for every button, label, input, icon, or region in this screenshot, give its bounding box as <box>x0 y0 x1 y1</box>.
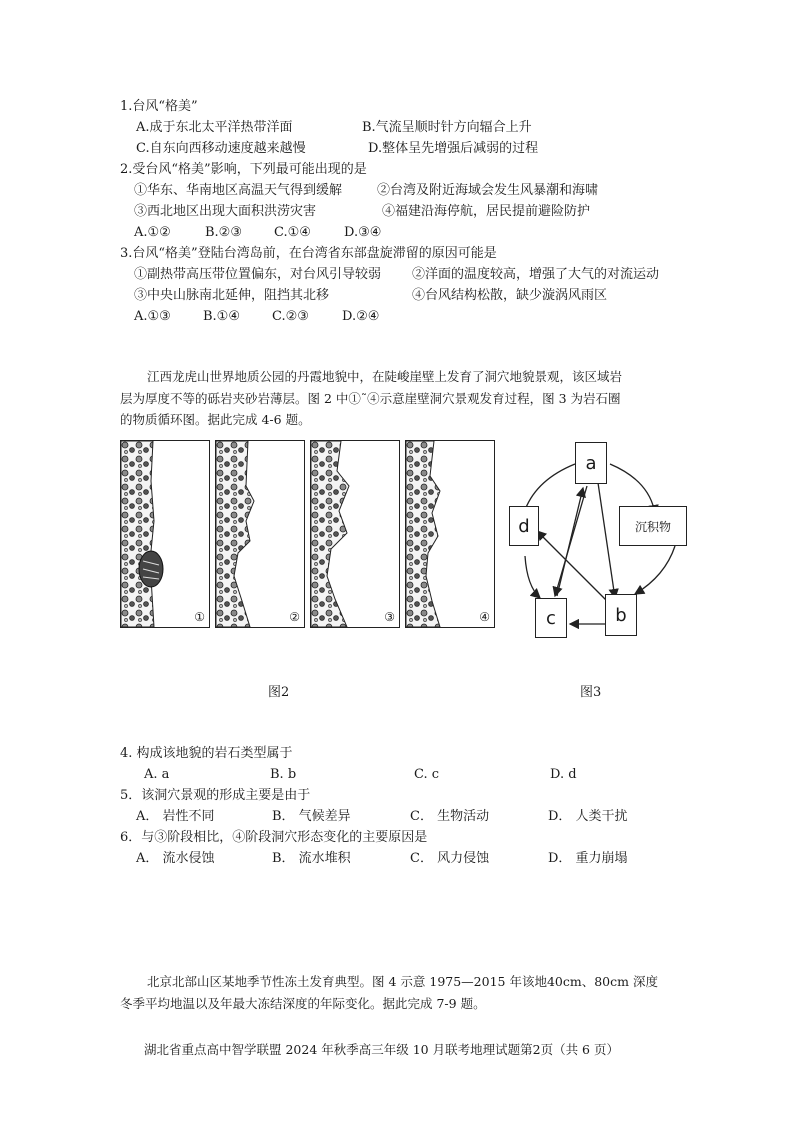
q4-option-d: D. d <box>550 767 577 782</box>
q3-stem: 3.台风“格美”登陆台湾岛前，在台湾省东部盘旋滞留的原因可能是 <box>120 246 497 261</box>
q6-option-a: A． 流水侵蚀 <box>136 851 215 866</box>
cliff-rock-2 <box>216 441 304 627</box>
cliff-rock-4 <box>406 441 494 627</box>
q6-option-c: C． 风力侵蚀 <box>410 851 490 866</box>
q2-statement-1: ①华东、华南地区高温天气得到缓解 <box>134 183 343 198</box>
fig2-panel-4-label: ④ <box>479 610 490 624</box>
q5-option-b: B． 气候差异 <box>272 809 351 824</box>
fig2-panel-2 <box>215 440 305 628</box>
intro3-line1: 北京北部山区某地季节性冻土发育典型。图 4 示意 1975—2015 年该地40cm、80cm 深度 <box>147 974 658 989</box>
q6-option-b: B． 流水堆积 <box>272 851 351 866</box>
fig2-panel-4 <box>405 440 495 628</box>
q2-statement-3: ③西北地区出现大面积洪涝灾害 <box>134 204 317 219</box>
q3-option-a: A.①③ <box>134 309 171 324</box>
rock-cycle-node-b: b <box>605 594 637 636</box>
rock-cycle-node-sediment: 沉积物 <box>619 506 687 546</box>
fig2-panel-1-label: ① <box>194 610 205 624</box>
q4-option-a: A. a <box>144 767 170 782</box>
figure-2 <box>120 440 502 630</box>
fig2-panel-3 <box>310 440 400 628</box>
q2-statement-4: ④福建沿海停航，居民提前避险防护 <box>382 204 591 219</box>
q2-stem: 2.受台风“格美”影响，下列最可能出现的是 <box>120 162 367 177</box>
intro2-line2: 层为厚度不等的砾岩夹砂岩薄层。图 2 中①˜④示意崖壁洞穴景观发育过程，图 3 为岩石圈 <box>120 391 621 406</box>
q3-statement-1: ①副热带高压带位置偏东，对台风引导较弱 <box>134 267 382 282</box>
q3-statement-2: ②洋面的温度较高，增强了大气的对流运动 <box>412 267 660 282</box>
q3-statement-3: ③中央山脉南北延伸，阻挡其北移 <box>134 288 330 303</box>
page-footer: 湖北省重点高中智学联盟 2024 年秋季高三年级 10 月联考地理试题第2页（共 6 页） <box>144 1042 619 1057</box>
q1-option-b: B.气流呈顺时针方向辐合上升 <box>362 120 532 135</box>
q2-option-b: B.②③ <box>205 225 242 240</box>
q4-stem: 4. 构成该地貌的岩石类型属于 <box>120 746 293 761</box>
fig2-panel-2-label: ② <box>289 610 300 624</box>
q3-statement-4: ④台风结构松散，缺少漩涡风雨区 <box>412 288 608 303</box>
fig2-panel-1 <box>120 440 210 628</box>
rock-cycle-node-c: c <box>535 598 567 638</box>
rock-cycle-node-a: a <box>575 442 607 484</box>
q1-stem: 1.台风“格美” <box>120 99 198 114</box>
intro2-line1: 江西龙虎山世界地质公园的丹霞地貌中，在陡峻崖壁上发育了洞穴地貌景观，该区域岩 <box>147 369 623 384</box>
q3-option-b: B.①④ <box>203 309 240 324</box>
q6-option-d: D． 重力崩塌 <box>548 851 628 866</box>
q2-option-c: C.①④ <box>274 225 311 240</box>
q1-option-a: A.成于东北太平洋热带洋面 <box>136 120 293 135</box>
q4-option-c: C. c <box>414 767 440 782</box>
q4-option-b: B. b <box>270 767 297 782</box>
q5-option-c: C． 生物活动 <box>410 809 490 824</box>
q5-option-a: A． 岩性不同 <box>136 809 215 824</box>
intro2-line3: 的物质循环图。据此完成 4-6 题。 <box>120 412 311 427</box>
q5-stem: 5．该洞穴景观的形成主要是由于 <box>120 788 311 803</box>
q1-option-d: D.整体呈先增强后减弱的过程 <box>368 141 539 156</box>
q3-option-c: C.②③ <box>272 309 309 324</box>
q2-option-a: A.①② <box>134 225 171 240</box>
rock-cycle-node-d: d <box>509 506 539 546</box>
q6-stem: 6．与③阶段相比，④阶段洞穴形态变化的主要原因是 <box>120 830 428 845</box>
q5-option-d: D． 人类干扰 <box>548 809 628 824</box>
figure-3 <box>505 436 695 636</box>
fig2-caption: 图2 <box>268 685 290 700</box>
cliff-rock-3 <box>311 441 399 627</box>
fig3-caption: 图3 <box>580 685 602 700</box>
cliff-rock-1 <box>121 441 209 627</box>
q1-option-c: C.自东向西移动速度越来越慢 <box>136 141 306 156</box>
q2-statement-2: ②台湾及附近海域会发生风暴潮和海啸 <box>377 183 599 198</box>
q2-option-d: D.③④ <box>344 225 382 240</box>
intro3-line2: 冬季平均地温以及年最大冻结深度的年际变化。据此完成 7-9 题。 <box>120 996 486 1011</box>
fig2-panel-3-label: ③ <box>384 610 395 624</box>
q3-option-d: D.②④ <box>342 309 380 324</box>
